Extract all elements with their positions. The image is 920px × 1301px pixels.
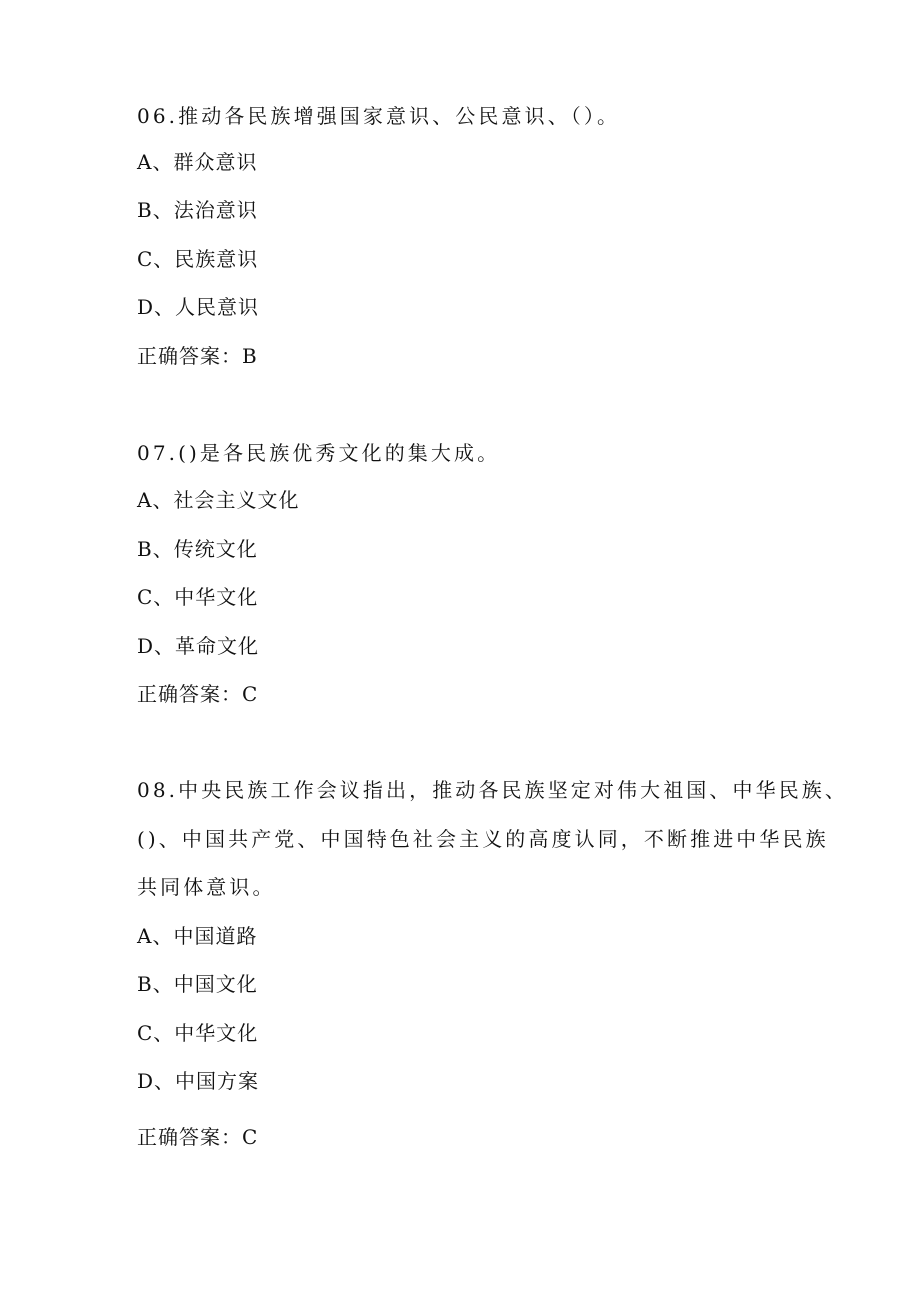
- question-stem: 07.()是各民族优秀文化的集大成。: [137, 441, 501, 465]
- option-a: A、群众意识: [137, 150, 258, 174]
- question-stem-line-2: ()、中国共产党、中国特色社会主义的高度认同，不断推进中华民族: [137, 827, 829, 851]
- option-d: D、中国方案: [137, 1069, 260, 1093]
- correct-answer: 正确答案：C: [137, 1125, 259, 1149]
- option-d: D、人民意识: [137, 295, 260, 319]
- option-b: B、法治意识: [137, 198, 258, 222]
- option-b: B、传统文化: [137, 537, 258, 561]
- question-stem-line-3: 共同体意识。: [137, 875, 276, 899]
- correct-answer: 正确答案：C: [137, 682, 259, 706]
- correct-answer: 正确答案：B: [137, 344, 258, 368]
- option-a: A、中国道路: [137, 924, 258, 948]
- option-c: C、中华文化: [137, 1021, 259, 1045]
- question-stem: 06.推动各民族增强国家意识、公民意识、（）。: [137, 104, 621, 128]
- option-c: C、中华文化: [137, 585, 259, 609]
- question-stem-line-1: 08.中央民族工作会议指出，推动各民族坚定对伟大祖国、中华民族、: [137, 778, 849, 802]
- option-d: D、革命文化: [137, 634, 260, 658]
- option-b: B、中国文化: [137, 972, 258, 996]
- option-a: A、社会主义文化: [137, 488, 300, 512]
- option-c: C、民族意识: [137, 247, 259, 271]
